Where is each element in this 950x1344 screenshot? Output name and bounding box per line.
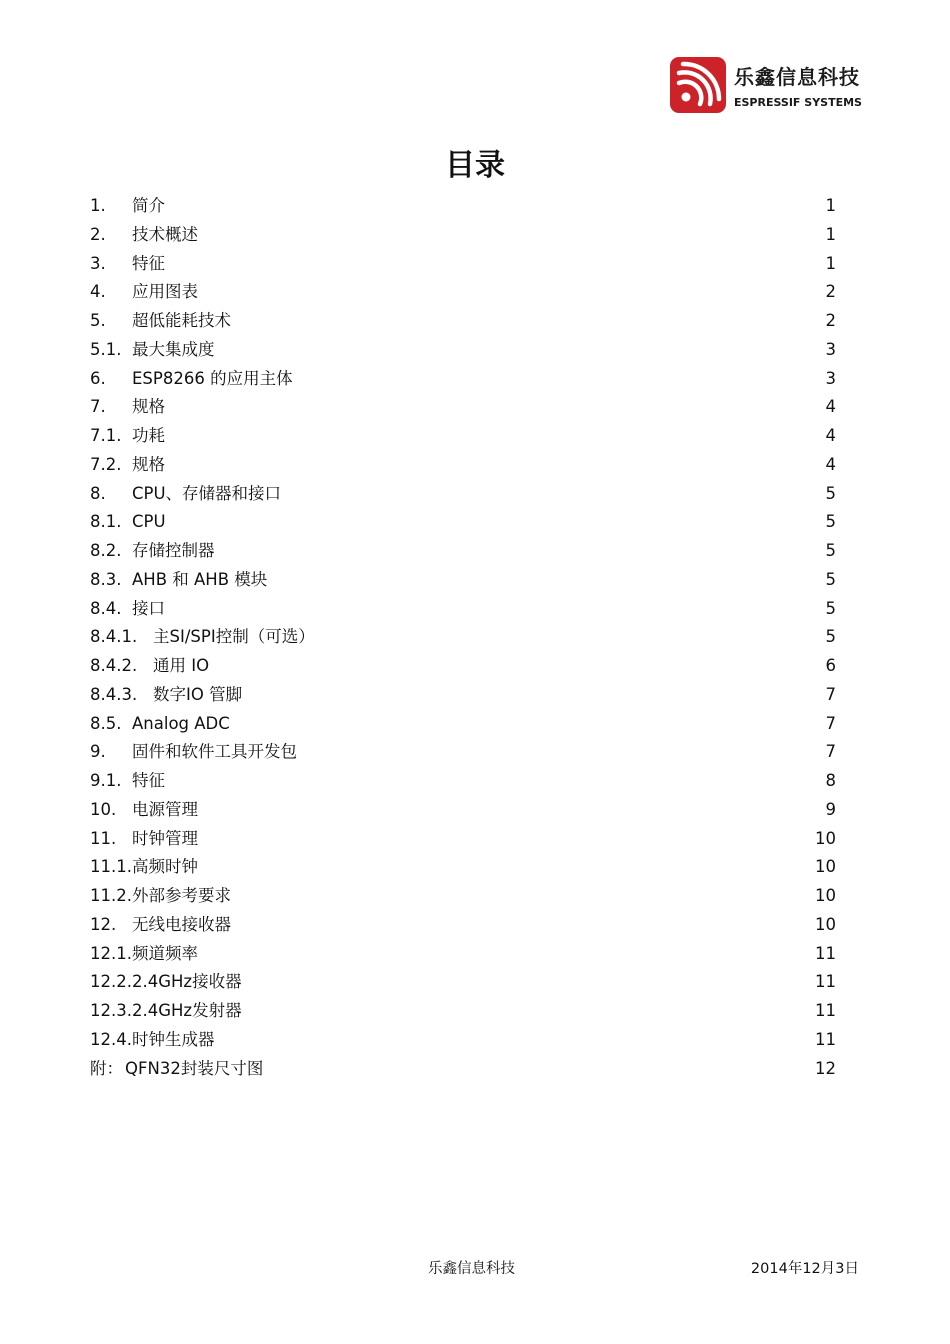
toc-entry-page: 3 bbox=[825, 368, 836, 388]
toc-entry[interactable] bbox=[90, 221, 838, 250]
footer-date: 2014年12月3日 bbox=[750, 1261, 859, 1277]
toc-entry-page: 5 bbox=[825, 627, 836, 647]
toc-entry[interactable] bbox=[90, 940, 838, 969]
toc-entry-label: 简介 bbox=[132, 196, 165, 215]
toc-entry-page: 5 bbox=[825, 483, 836, 503]
toc-entry-page: 5 bbox=[825, 598, 836, 618]
toc-entry[interactable] bbox=[90, 336, 838, 365]
toc-entry-page: 5 bbox=[825, 569, 836, 589]
toc-entry-page: 11 bbox=[815, 943, 836, 963]
logo-english-name: ESPRESSIF SYSTEMS bbox=[734, 96, 862, 109]
toc-entry-number: 12.3. bbox=[90, 1001, 132, 1020]
toc-entry-label: 技术概述 bbox=[132, 224, 198, 244]
toc-entry[interactable] bbox=[90, 566, 838, 595]
toc-entry-number: 12.4. bbox=[90, 1029, 132, 1049]
toc-entry-label: 数字IO 管脚 bbox=[153, 684, 243, 704]
toc-entry-page: 5 bbox=[825, 541, 836, 560]
toc-entry[interactable] bbox=[90, 853, 838, 882]
toc-entry-number: 12.2. bbox=[90, 972, 132, 992]
toc-entry-label: 通用 IO bbox=[153, 656, 210, 675]
toc-entry-number: 7.2. bbox=[90, 454, 122, 474]
toc-entry-page: 7 bbox=[825, 713, 836, 733]
toc-entry-page: 11 bbox=[815, 972, 836, 992]
toc-entry-label: 2.4GHz发射器 bbox=[132, 1001, 242, 1020]
toc-entry-label: 时钟管理 bbox=[132, 828, 198, 848]
toc-entry[interactable] bbox=[90, 623, 838, 652]
toc-entry[interactable] bbox=[90, 508, 838, 537]
toc-entry[interactable] bbox=[90, 825, 838, 854]
page-title: 目录 bbox=[445, 148, 505, 183]
toc-entry-page: 4 bbox=[825, 397, 836, 417]
toc-entry-label: 频道频率 bbox=[132, 943, 198, 963]
toc-entry-number: 11.2. bbox=[90, 886, 132, 905]
toc-entry-number: 8.5. bbox=[90, 713, 122, 733]
toc-entry-number: 12. bbox=[90, 914, 117, 934]
toc-entry-number: 1. bbox=[90, 196, 106, 215]
toc-entry-label: 2.4GHz接收器 bbox=[132, 972, 242, 992]
toc-entry-label: 特征 bbox=[132, 771, 165, 790]
table-of-contents bbox=[90, 192, 838, 1083]
toc-entry[interactable] bbox=[90, 192, 838, 221]
toc-entry-number: 5.1. bbox=[90, 339, 122, 359]
toc-entry-label: 特征 bbox=[132, 253, 165, 273]
toc-entry-page: 10 bbox=[815, 914, 836, 934]
toc-entry-label: 固件和软件工具开发包 bbox=[132, 742, 297, 762]
toc-entry-label: 无线电接收器 bbox=[132, 914, 231, 934]
toc-entry-label: 超低能耗技术 bbox=[132, 311, 231, 330]
toc-entry-page: 5 bbox=[825, 512, 836, 532]
toc-entry-number: 8.4.2. bbox=[90, 656, 138, 675]
toc-entry-label: 外部参考要求 bbox=[132, 886, 231, 905]
toc-entry-number: 3. bbox=[90, 253, 106, 273]
toc-entry-label: CPU、存储器和接口 bbox=[132, 483, 282, 503]
toc-entry-number: 9. bbox=[90, 742, 106, 762]
toc-entry[interactable] bbox=[90, 480, 838, 509]
espressif-logo-icon bbox=[670, 57, 726, 113]
toc-entry[interactable] bbox=[90, 767, 838, 796]
toc-entry[interactable] bbox=[90, 365, 838, 394]
toc-entry-label: 接口 bbox=[132, 598, 165, 618]
toc-entry-number: 附： bbox=[90, 1058, 123, 1078]
toc-entry-number: 9.1. bbox=[90, 771, 122, 790]
toc-entry-page: 1 bbox=[825, 196, 836, 215]
toc-entry[interactable] bbox=[90, 968, 838, 997]
toc-entry[interactable] bbox=[90, 710, 838, 739]
toc-entry-number: 4. bbox=[90, 282, 106, 302]
toc-entry-page: 2 bbox=[825, 311, 836, 330]
toc-entry-page: 6 bbox=[825, 656, 836, 675]
toc-entry[interactable] bbox=[90, 250, 838, 279]
toc-entry-number: 8.1. bbox=[90, 512, 122, 532]
toc-entry-page: 10 bbox=[815, 828, 836, 848]
toc-entry-label: 存储控制器 bbox=[132, 541, 215, 560]
toc-entry[interactable] bbox=[90, 738, 838, 767]
toc-entry-number: 6. bbox=[90, 368, 106, 388]
toc-entry[interactable] bbox=[90, 451, 838, 480]
toc-entry-page: 12 bbox=[815, 1058, 836, 1078]
toc-entry[interactable] bbox=[90, 911, 838, 940]
toc-entry[interactable] bbox=[90, 422, 838, 451]
toc-entry[interactable] bbox=[90, 537, 838, 566]
toc-entry-label: 规格 bbox=[132, 397, 165, 417]
toc-entry[interactable] bbox=[90, 882, 838, 911]
toc-entry-page: 9 bbox=[825, 799, 836, 819]
toc-entry-page: 1 bbox=[825, 224, 836, 244]
logo-chinese-name: 乐鑫信息科技 bbox=[734, 65, 860, 89]
toc-entry-label: CPU bbox=[132, 512, 166, 532]
toc-entry-label: ESP8266 的应用主体 bbox=[132, 368, 293, 388]
toc-entry[interactable] bbox=[90, 681, 838, 710]
company-logo bbox=[670, 57, 870, 115]
toc-entry-page: 11 bbox=[815, 1029, 836, 1049]
toc-entry-label: 应用图表 bbox=[132, 282, 198, 302]
toc-entry[interactable] bbox=[90, 307, 838, 336]
toc-entry-number: 8.3. bbox=[90, 569, 122, 589]
toc-entry-page: 4 bbox=[825, 454, 836, 474]
toc-entry[interactable] bbox=[90, 997, 838, 1026]
toc-entry-page: 2 bbox=[825, 282, 836, 302]
toc-entry-label: 时钟生成器 bbox=[132, 1029, 215, 1049]
toc-entry-number: 8.4. bbox=[90, 598, 122, 618]
toc-entry-page: 10 bbox=[815, 886, 836, 905]
toc-entry-number: 11.1. bbox=[90, 857, 132, 877]
toc-entry-label: 主SI/SPI控制（可选） bbox=[153, 627, 315, 647]
toc-entry-label: AHB 和 AHB 模块 bbox=[132, 569, 268, 589]
toc-entry-page: 7 bbox=[825, 684, 836, 704]
toc-entry[interactable] bbox=[90, 393, 838, 422]
toc-entry-number: 8.2. bbox=[90, 541, 122, 560]
toc-entry-label: 规格 bbox=[132, 454, 165, 474]
toc-entry-page: 4 bbox=[825, 426, 836, 445]
toc-entry-label: Analog ADC bbox=[132, 713, 230, 733]
toc-entry-label: 最大集成度 bbox=[132, 339, 215, 359]
toc-entry-page: 8 bbox=[825, 771, 836, 790]
toc-entry[interactable] bbox=[90, 595, 838, 624]
toc-entry[interactable] bbox=[90, 652, 838, 681]
toc-entry-page: 7 bbox=[825, 742, 836, 762]
toc-entry[interactable] bbox=[90, 796, 838, 825]
toc-entry-label: 功耗 bbox=[132, 426, 165, 445]
toc-entry-number: 12.1. bbox=[90, 943, 132, 963]
toc-entry-number: 8.4.3. bbox=[90, 684, 138, 704]
toc-entry[interactable] bbox=[90, 1026, 838, 1055]
footer-company: 乐鑫信息科技 bbox=[428, 1261, 515, 1277]
toc-entry[interactable] bbox=[90, 1055, 838, 1084]
toc-entry-label: QFN32封装尺寸图 bbox=[125, 1058, 264, 1078]
toc-entry-page: 10 bbox=[815, 857, 836, 877]
toc-entry-label: 电源管理 bbox=[132, 799, 198, 819]
toc-entry-number: 7. bbox=[90, 397, 106, 417]
toc-entry[interactable] bbox=[90, 278, 838, 307]
toc-entry-number: 7.1. bbox=[90, 426, 122, 445]
toc-entry-page: 3 bbox=[825, 339, 836, 359]
toc-entry-number: 2. bbox=[90, 224, 106, 244]
toc-entry-label: 高频时钟 bbox=[132, 857, 198, 877]
toc-entry-number: 5. bbox=[90, 311, 106, 330]
toc-entry-page: 1 bbox=[825, 253, 836, 273]
toc-entry-number: 10. bbox=[90, 799, 117, 819]
toc-entry-page: 11 bbox=[815, 1001, 836, 1020]
toc-entry-number: 8.4.1. bbox=[90, 627, 138, 647]
toc-entry-number: 8. bbox=[90, 483, 106, 503]
toc-entry-number: 11. bbox=[90, 828, 117, 848]
